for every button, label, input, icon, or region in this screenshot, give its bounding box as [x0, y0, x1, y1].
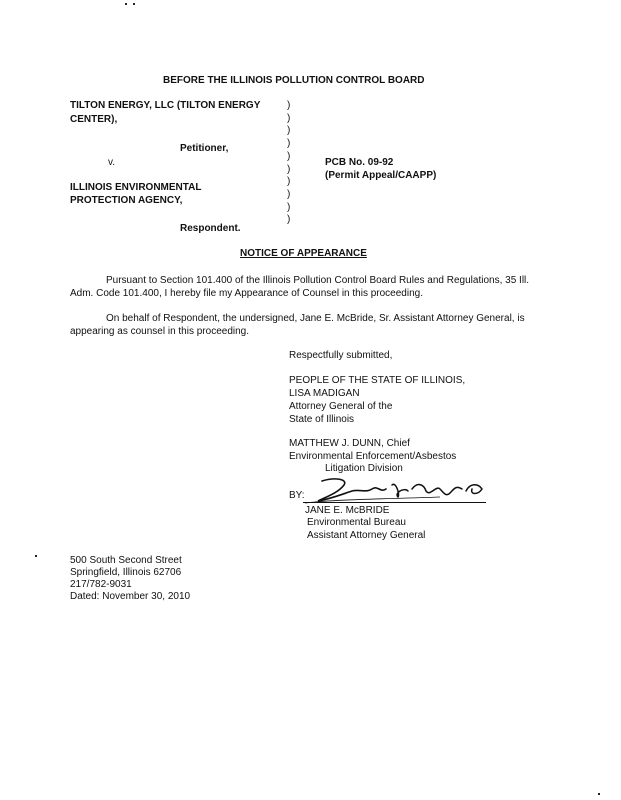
caption-paren: )	[287, 188, 291, 200]
address-city: Springfield, Illinois 62706	[70, 567, 182, 578]
scan-mark	[133, 3, 135, 5]
court-heading: BEFORE THE ILLINOIS POLLUTION CONTROL BOARD	[163, 75, 425, 86]
case-type: (Permit Appeal/CAAPP)	[325, 170, 437, 181]
petitioner-role: Petitioner,	[180, 143, 229, 154]
caption-paren: )	[287, 138, 291, 150]
caption-paren: )	[287, 163, 291, 175]
caption-paren: )	[287, 150, 291, 162]
address-street: 500 South Second Street	[70, 555, 182, 566]
closing-line: Respectfully submitted,	[289, 350, 393, 361]
signature-line	[303, 502, 486, 503]
respondent-name-line2: PROTECTION AGENCY,	[70, 195, 183, 206]
signature-line-3: Attorney General of the	[289, 401, 393, 412]
address-phone: 217/782-9031	[70, 579, 132, 590]
signer-title: Assistant Attorney General	[307, 530, 426, 541]
caption-paren: )	[287, 201, 291, 213]
petitioner-name-line2: CENTER),	[70, 114, 118, 125]
case-number: PCB No. 09-92	[325, 157, 394, 168]
by-label: BY:	[289, 490, 305, 501]
caption-paren: )	[287, 176, 291, 188]
versus-label: v.	[108, 157, 116, 168]
signature-line-5: MATTHEW J. DUNN, Chief	[289, 438, 410, 449]
petitioner-name-line1: TILTON ENERGY, LLC (TILTON ENERGY	[70, 100, 261, 111]
signer-name: JANE E. McBRIDE	[305, 505, 390, 516]
dated-line: Dated: November 30, 2010	[70, 591, 191, 602]
scan-mark	[598, 793, 600, 795]
caption-paren: )	[287, 214, 291, 226]
caption-paren: )	[287, 125, 291, 137]
body-paragraph-1: Pursuant to Section 101.400 of the Illinois Pollution Control Board Rules and Regulations, 35 Ill. Adm. Code 101.400, I hereby file my Appearance of Counsel in this proceeding.	[70, 275, 530, 299]
signature-line-2: LISA MADIGAN	[289, 388, 360, 399]
signature-line-6: Environmental Enforcement/Asbestos	[289, 451, 457, 462]
scan-mark	[125, 3, 127, 5]
caption-parenthesis-column	[287, 100, 290, 227]
signature-line-1: PEOPLE OF THE STATE OF ILLINOIS,	[289, 375, 466, 386]
caption-paren: )	[287, 112, 291, 124]
signature-line-4: State of Illinois	[289, 414, 355, 425]
body-paragraph-2: On behalf of Respondent, the undersigned, Jane E. McBride, Sr. Assistant Attorney General, is appearing as counsel in this proceeding.	[70, 313, 525, 337]
caption-paren: )	[287, 100, 291, 111]
document-title: NOTICE OF APPEARANCE	[240, 248, 367, 259]
respondent-role: Respondent.	[180, 223, 241, 234]
signature-line-7: Litigation Division	[325, 463, 403, 474]
signer-bureau: Environmental Bureau	[307, 517, 406, 528]
respondent-name-line1: ILLINOIS ENVIRONMENTAL	[70, 182, 202, 193]
scan-mark	[35, 555, 37, 557]
